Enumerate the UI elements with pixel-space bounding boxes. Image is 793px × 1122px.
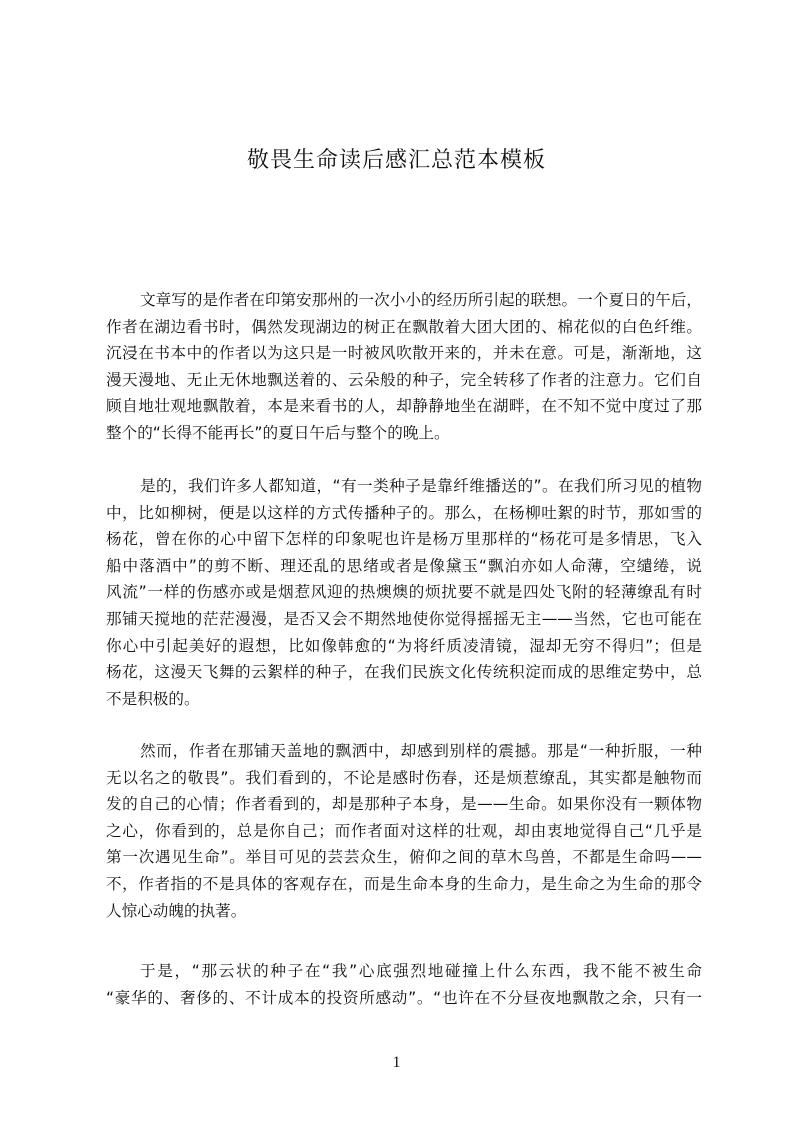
text-line: 不，作者指的不是具体的客观存在，而是生命本身的生命力，是生命之为生命的那令 xyxy=(106,874,702,893)
text-line: 不是积极的。 xyxy=(106,689,200,708)
text-line: 风流”一样的伤感亦或是烟惹风迎的热燠燠的烦扰要不就是四处飞附的轻薄缭乱有时 xyxy=(106,583,702,602)
document-title: 敬畏生命读后感汇总范本模板 xyxy=(246,148,546,173)
text-line: 船中落酒中”的剪不断、理还乱的思绪或者是像黛玉“飘泊亦如人命薄，空缱绻，说 xyxy=(106,556,702,575)
text-line: 之心，你看到的，总是你自己；而作者面对这样的壮观，却由衷地觉得自己“几乎是 xyxy=(106,821,702,840)
text-line: 中，比如柳树，便是以这样的方式传播种子的。那么，在杨柳吐絮的时节，那如雪的 xyxy=(106,503,702,522)
text-line: 文章写的是作者在印第安那州的一次小小的经历所引起的联想。一个夏日的午后， xyxy=(140,291,702,309)
text-line: 你心中引起美好的遐想，比如像韩愈的“为将纤质凌清镜，湿却无穷不得归”；但是 xyxy=(106,636,702,655)
text-line: 杨花，曾在你的心中留下怎样的印象呢也许是杨万里那样的“杨花可是多情思，飞入 xyxy=(106,530,702,549)
text-line: 发的自己的心情；作者看到的，却是那种子本身，是——生命。如果你没有一颗体物 xyxy=(106,795,702,814)
text-line: 第一次遇见生命”。举目可见的芸芸众生，俯仰之间的草木鸟兽，不都是生命吗—— xyxy=(106,848,702,867)
text-line: 沉浸在书本中的作者以为这只是一时被风吹散开来的，并未在意。可是，渐渐地，这 xyxy=(106,344,702,363)
paragraph xyxy=(106,287,702,447)
text-line: “豪华的、奢侈的、不计成本的投资所感动”。“也许在不分昼夜地飘散之余，只有一 xyxy=(106,988,702,1007)
text-line: 人惊心动魄的执著。 xyxy=(106,901,247,920)
text-line: 整个的“长得不能再长”的夏日午后与整个的晚上。 xyxy=(106,423,450,442)
paragraph xyxy=(106,473,702,712)
text-line: 杨花，这漫天飞舞的云絮样的种子，在我们民族文化传统积淀而成的思维定势中，总 xyxy=(106,663,702,682)
text-line: 于是，“那云状的种子在“我”心底强烈地碰撞上什么东西，我不能不被生命 xyxy=(140,962,702,980)
text-line: 顾自地壮观地飘散着，本是来看书的人，却静静地坐在湖畔，在不知不觉中度过了那 xyxy=(106,397,702,416)
paragraph xyxy=(106,738,702,924)
paragraph xyxy=(106,958,702,1011)
text-line: 然而，作者在那铺天盖地的飘洒中，却感到别样的震撼。那是“一种折服，一种 xyxy=(140,742,702,760)
text-line: 是的，我们许多人都知道，“有一类种子是靠纤维播送的”。在我们所习见的植物 xyxy=(140,477,702,495)
text-line: 作者在湖边看书时，偶然发现湖边的树正在飘散着大团大团的、棉花似的白色纤维。 xyxy=(106,317,702,336)
text-line: 无以名之的敬畏”。我们看到的，不论是感时伤春，还是烦惹缭乱，其实都是触物而 xyxy=(106,768,702,787)
page-number: 1 xyxy=(392,1054,401,1071)
text-line: 漫天漫地、无止无休地飘送着的、云朵般的种子，完全转移了作者的注意力。它们自 xyxy=(106,370,702,389)
text-line: 那铺天搅地的茫茫漫漫，是否又会不期然地使你觉得摇摇无主——当然，它也可能在 xyxy=(106,609,702,628)
